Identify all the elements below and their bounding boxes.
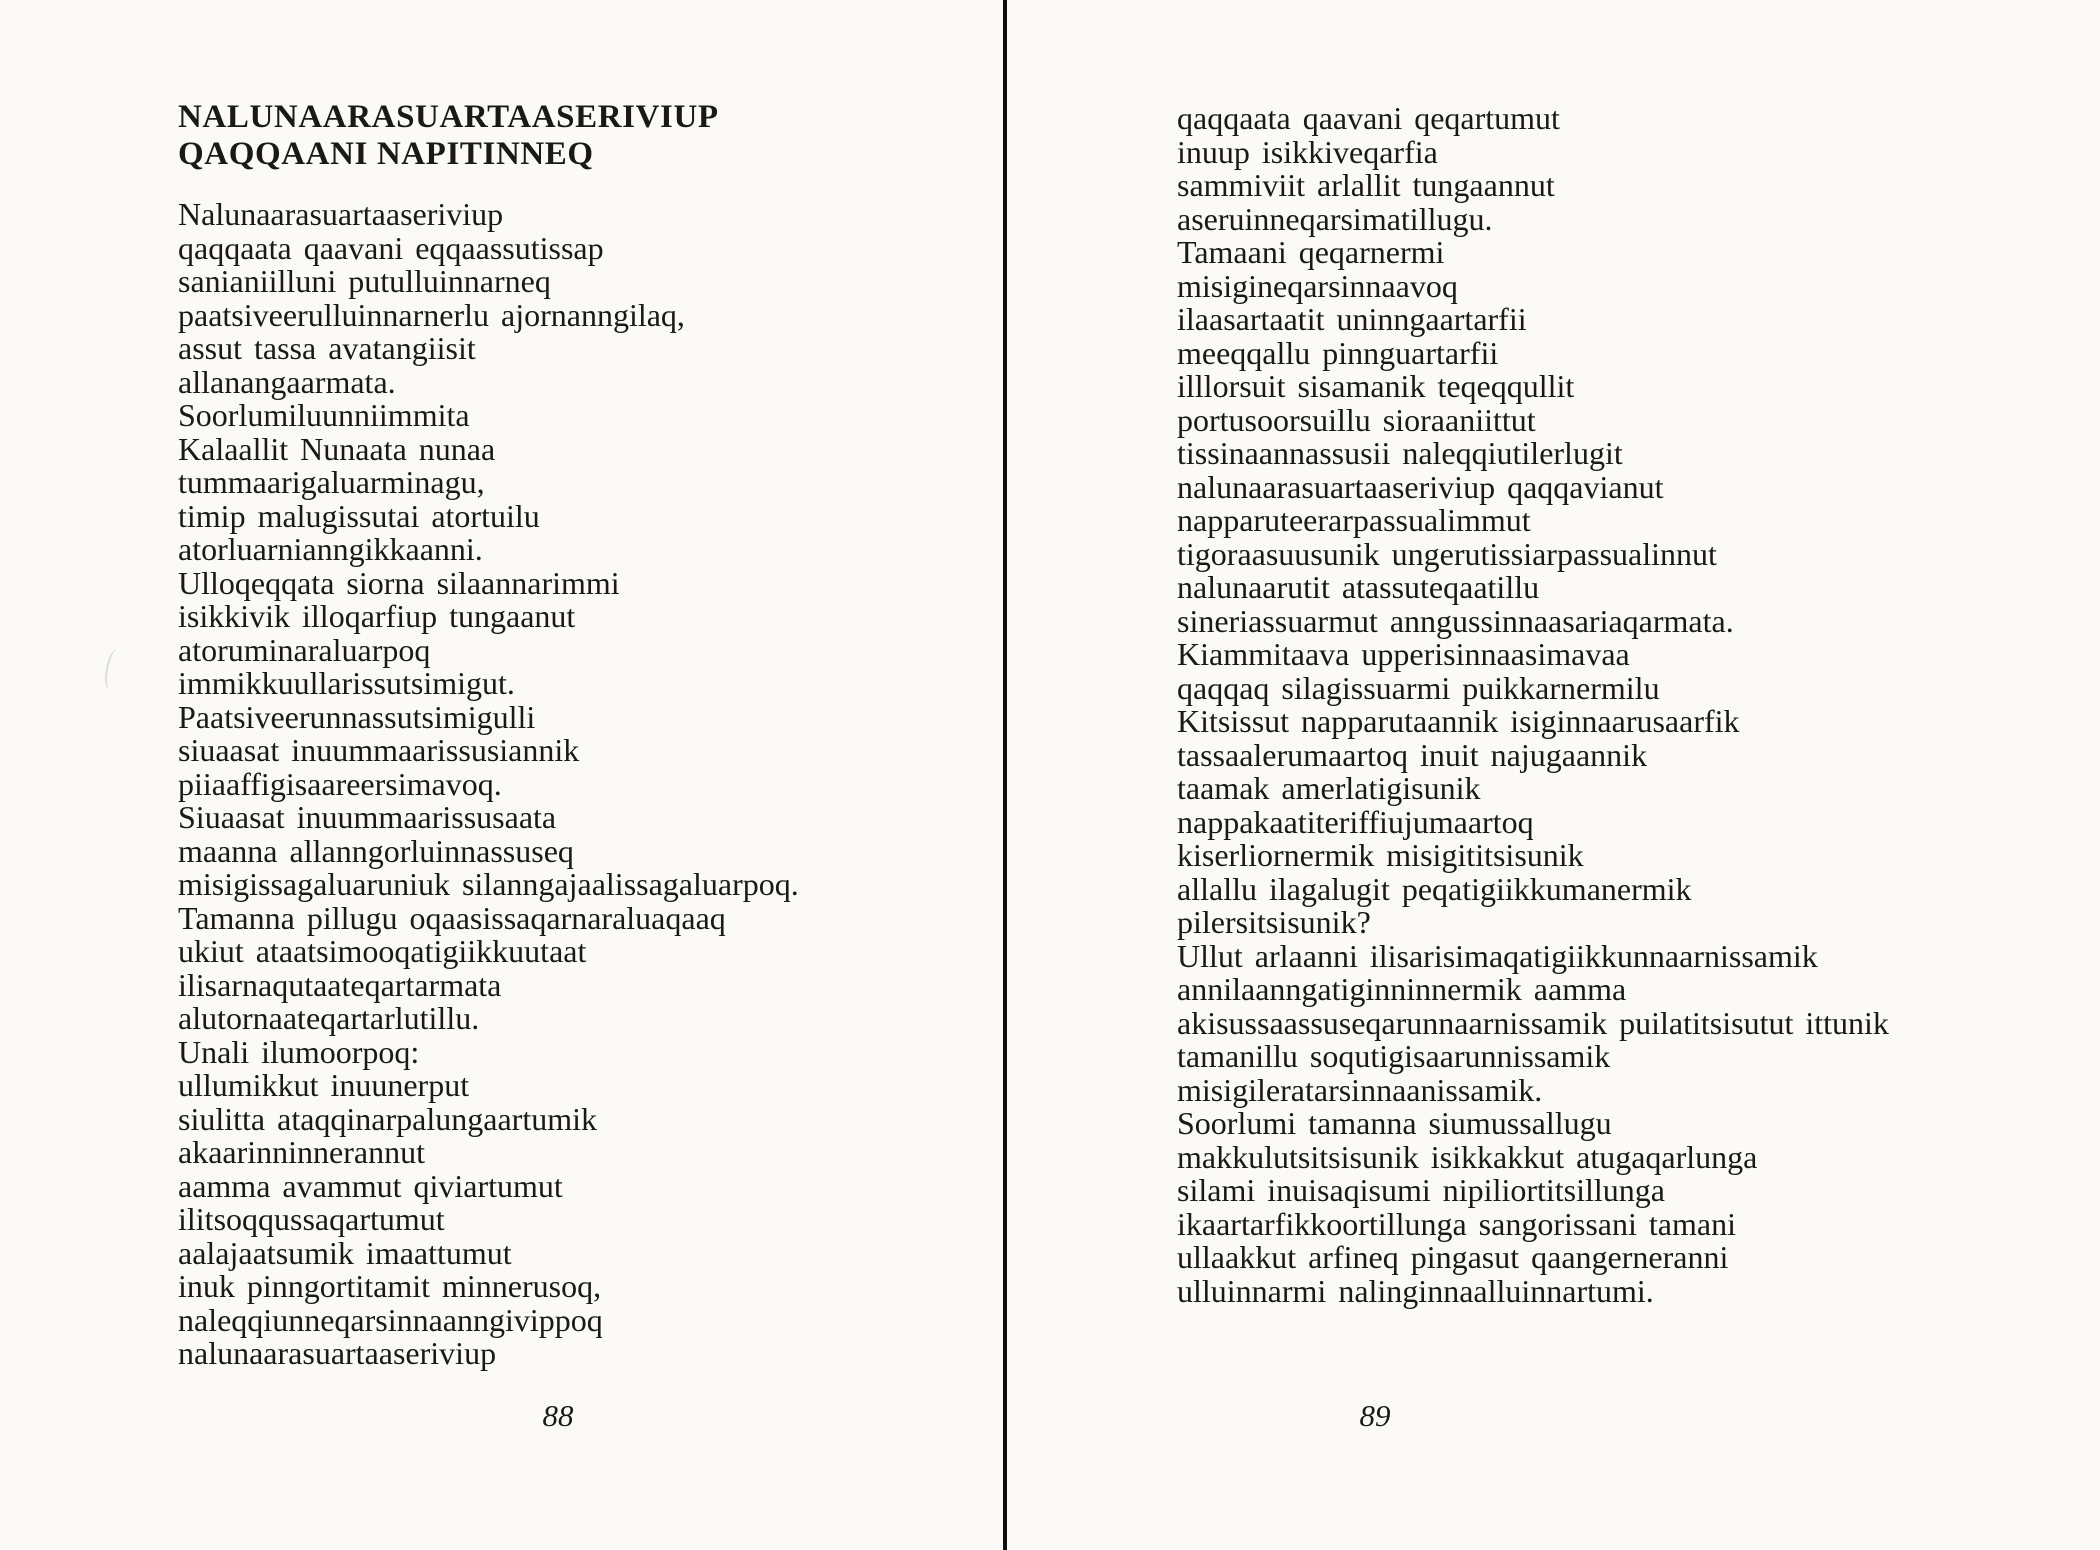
poem-line: Paatsiveerunnassutsimigulli <box>178 698 536 735</box>
poem-line: inuk pinngortitamit minnerusoq, <box>178 1268 602 1304</box>
poem-line: isikkivik illoqarfiup tungaanut <box>178 598 576 634</box>
poem-line: Ulloqeqqata siorna silaannarimmi <box>178 564 620 601</box>
poem-line: allallu ilagalugit peqatigiikkumanermik <box>1177 870 1692 907</box>
poem-line: makkulutsitsisunik isikkakkut atugaqarlunga <box>1177 1138 1758 1175</box>
poem-line: Kitsissut napparutaannik isiginnaarusaarfik <box>1177 703 1740 739</box>
poem-line: meeqqallu pinnguartarfii <box>1177 334 1499 371</box>
poem-line: ilisarnaqutaateqartarmata <box>178 966 502 1003</box>
poem-line: naleqqiunneqarsinnaanngivippoq <box>178 1301 603 1338</box>
poem-line: alutornaateqartarlutillu. <box>178 1000 480 1036</box>
poem-line: qaqqaata qaavani qeqartumut <box>1177 100 1560 136</box>
poem-line: aseruinneqarsimatillugu. <box>1177 200 1493 237</box>
poem-line: sanianiilluni putulluinnarneq <box>178 263 551 299</box>
poem-line: ikaartarfikkoortillunga sangorissani tamani <box>1177 1205 1736 1242</box>
poem-line: tigoraasuusunik ungerutissiarpassualinnut <box>1177 535 1717 572</box>
poem-line: atorluarnianngikkaanni. <box>178 531 483 567</box>
poem-line: timip malugissutai atortuilu <box>178 497 540 534</box>
poem-line: taamak amerlatigisunik <box>1177 770 1481 806</box>
poem-line: tamanillu soqutigisaarunnissamik <box>1177 1038 1611 1074</box>
scan-smudge-mark <box>103 647 125 691</box>
poem-line: nalunaarasuartaaseriviup <box>178 1335 497 1371</box>
poem-line: siulitta ataqqinarpalungaartumik <box>178 1100 597 1137</box>
page-gutter-divider <box>1003 0 1007 1550</box>
poem-line: Nalunaarasuartaaseriviup <box>178 196 504 232</box>
page-number-right: 89 <box>1359 1398 1391 1433</box>
poem-line: Tamaani qeqarnermi <box>1177 234 1445 270</box>
poem-title-line: NALUNAARASUARTAASERIVIUP <box>178 99 719 135</box>
poem-line: tissinaannassusii naleqqiutilerlugit <box>1177 435 1623 471</box>
poem-line: misigineqarsinnaavoq <box>1177 267 1458 304</box>
poem-line: Tamanna pillugu oqaasissaqarnaraluaqaaq <box>178 899 726 936</box>
poem-line: immikkuullarissutsimigut. <box>178 665 515 701</box>
poem-line: ilitsoqqussaqartumut <box>178 1201 445 1237</box>
poem-line: Kalaallit Nunaata nunaa <box>178 430 496 467</box>
page-number-left: 88 <box>542 1398 574 1433</box>
poem-line: tassaalerumaartoq inuit najugaannik <box>1177 736 1648 773</box>
poem-line: assut tassa avatangiisit <box>178 330 476 366</box>
poem-line: Soorlumi tamanna siumussallugu <box>1177 1105 1612 1141</box>
poem-line: tummaarigaluarminagu, <box>178 464 485 500</box>
poem-line: allanangaarmata. <box>178 363 396 400</box>
poem-line: misigileratarsinnaanissamik. <box>1177 1071 1543 1108</box>
poem-line: kiserliornermik misigititsisunik <box>1177 837 1584 873</box>
poem-line: nalunaarasuartaaseriviup qaqqavianut <box>1177 468 1664 505</box>
poem-line: Ullut arlaanni ilisarisimaqatigiikkunnaarnissamik <box>1177 937 1818 974</box>
poem-line: ullumikkut inuunerput <box>178 1067 470 1103</box>
poem-line: pilersitsisunik? <box>1177 904 1371 940</box>
poem-line: ullaakkut arfineq pingasut qaangerneranni <box>1177 1239 1729 1275</box>
poem-line: inuup isikkiveqarfia <box>1177 133 1438 170</box>
poem-line: aalajaatsumik imaattumut <box>178 1234 512 1271</box>
poem-line: ulluinnarmi nalinginnaalluinnartumi. <box>1177 1272 1654 1309</box>
poem-line: qaqqaq silagissuarmi puikkarnermilu <box>1177 669 1660 706</box>
poem-line: Siuaasat inuummaarissusaata <box>178 799 557 835</box>
poem-line: Kiammitaava upperisinnaasimavaa <box>1177 636 1630 672</box>
poem-line: portusoorsuillu sioraaniittut <box>1177 401 1536 438</box>
poem-line: misigissagaluaruniuk silanngajaalissagaluarpoq. <box>178 866 799 902</box>
poem-line: ilaasartaatit uninngaartarfii <box>1177 301 1527 337</box>
poem-line: piiaaffigisaareersimavoq. <box>178 765 502 802</box>
poem-line: siuaasat inuummaarissusiannik <box>178 732 580 768</box>
poem-line: ukiut ataatsimooqatigiikkuutaat <box>178 933 587 969</box>
poem-line: aamma avammut qiviartumut <box>178 1167 563 1204</box>
poem-line: akaarinninnerannut <box>178 1134 425 1170</box>
poem-line: sineriassuarmut anngussinnaasariaqarmata. <box>1177 602 1734 639</box>
poem-line: akisussaassuseqarunnaarnissamik puilatitsisutut ittunik <box>1177 1004 1889 1041</box>
poem-line: Soorlumiluunniimmita <box>178 397 470 433</box>
poem-line: annilaanngatiginninnermik aamma <box>1177 971 1627 1007</box>
poem-line: napparuteerarpassualimmut <box>1177 502 1531 538</box>
poem-line: atoruminaraluarpoq <box>178 631 431 668</box>
poem-line: qaqqaata qaavani eqqaassutissap <box>178 229 604 266</box>
poem-text-right <box>1177 102 1889 1308</box>
poem-line: illlorsuit sisamanik teqeqqullit <box>1177 368 1575 404</box>
poem-line: silami inuisaqisumi nipiliortitsillunga <box>1177 1172 1665 1208</box>
poem-title-line: QAQQAANI NAPITINNEQ <box>178 136 594 172</box>
poem-line: Unali ilumoorpoq: <box>178 1033 420 1070</box>
poem-line: nalunaarutit atassuteqaatillu <box>1177 569 1540 605</box>
poem-line: paatsiveerulluinnarnerlu ajornanngilaq, <box>178 296 685 333</box>
poem-line: nappakaatiteriffiujumaartoq <box>1177 803 1534 840</box>
poem-text-left <box>178 198 799 1371</box>
poem-line: sammiviit arlallit tungaannut <box>1177 167 1555 203</box>
poem-title <box>178 99 719 173</box>
poem-line: maanna allanngorluinnassuseq <box>178 832 574 869</box>
